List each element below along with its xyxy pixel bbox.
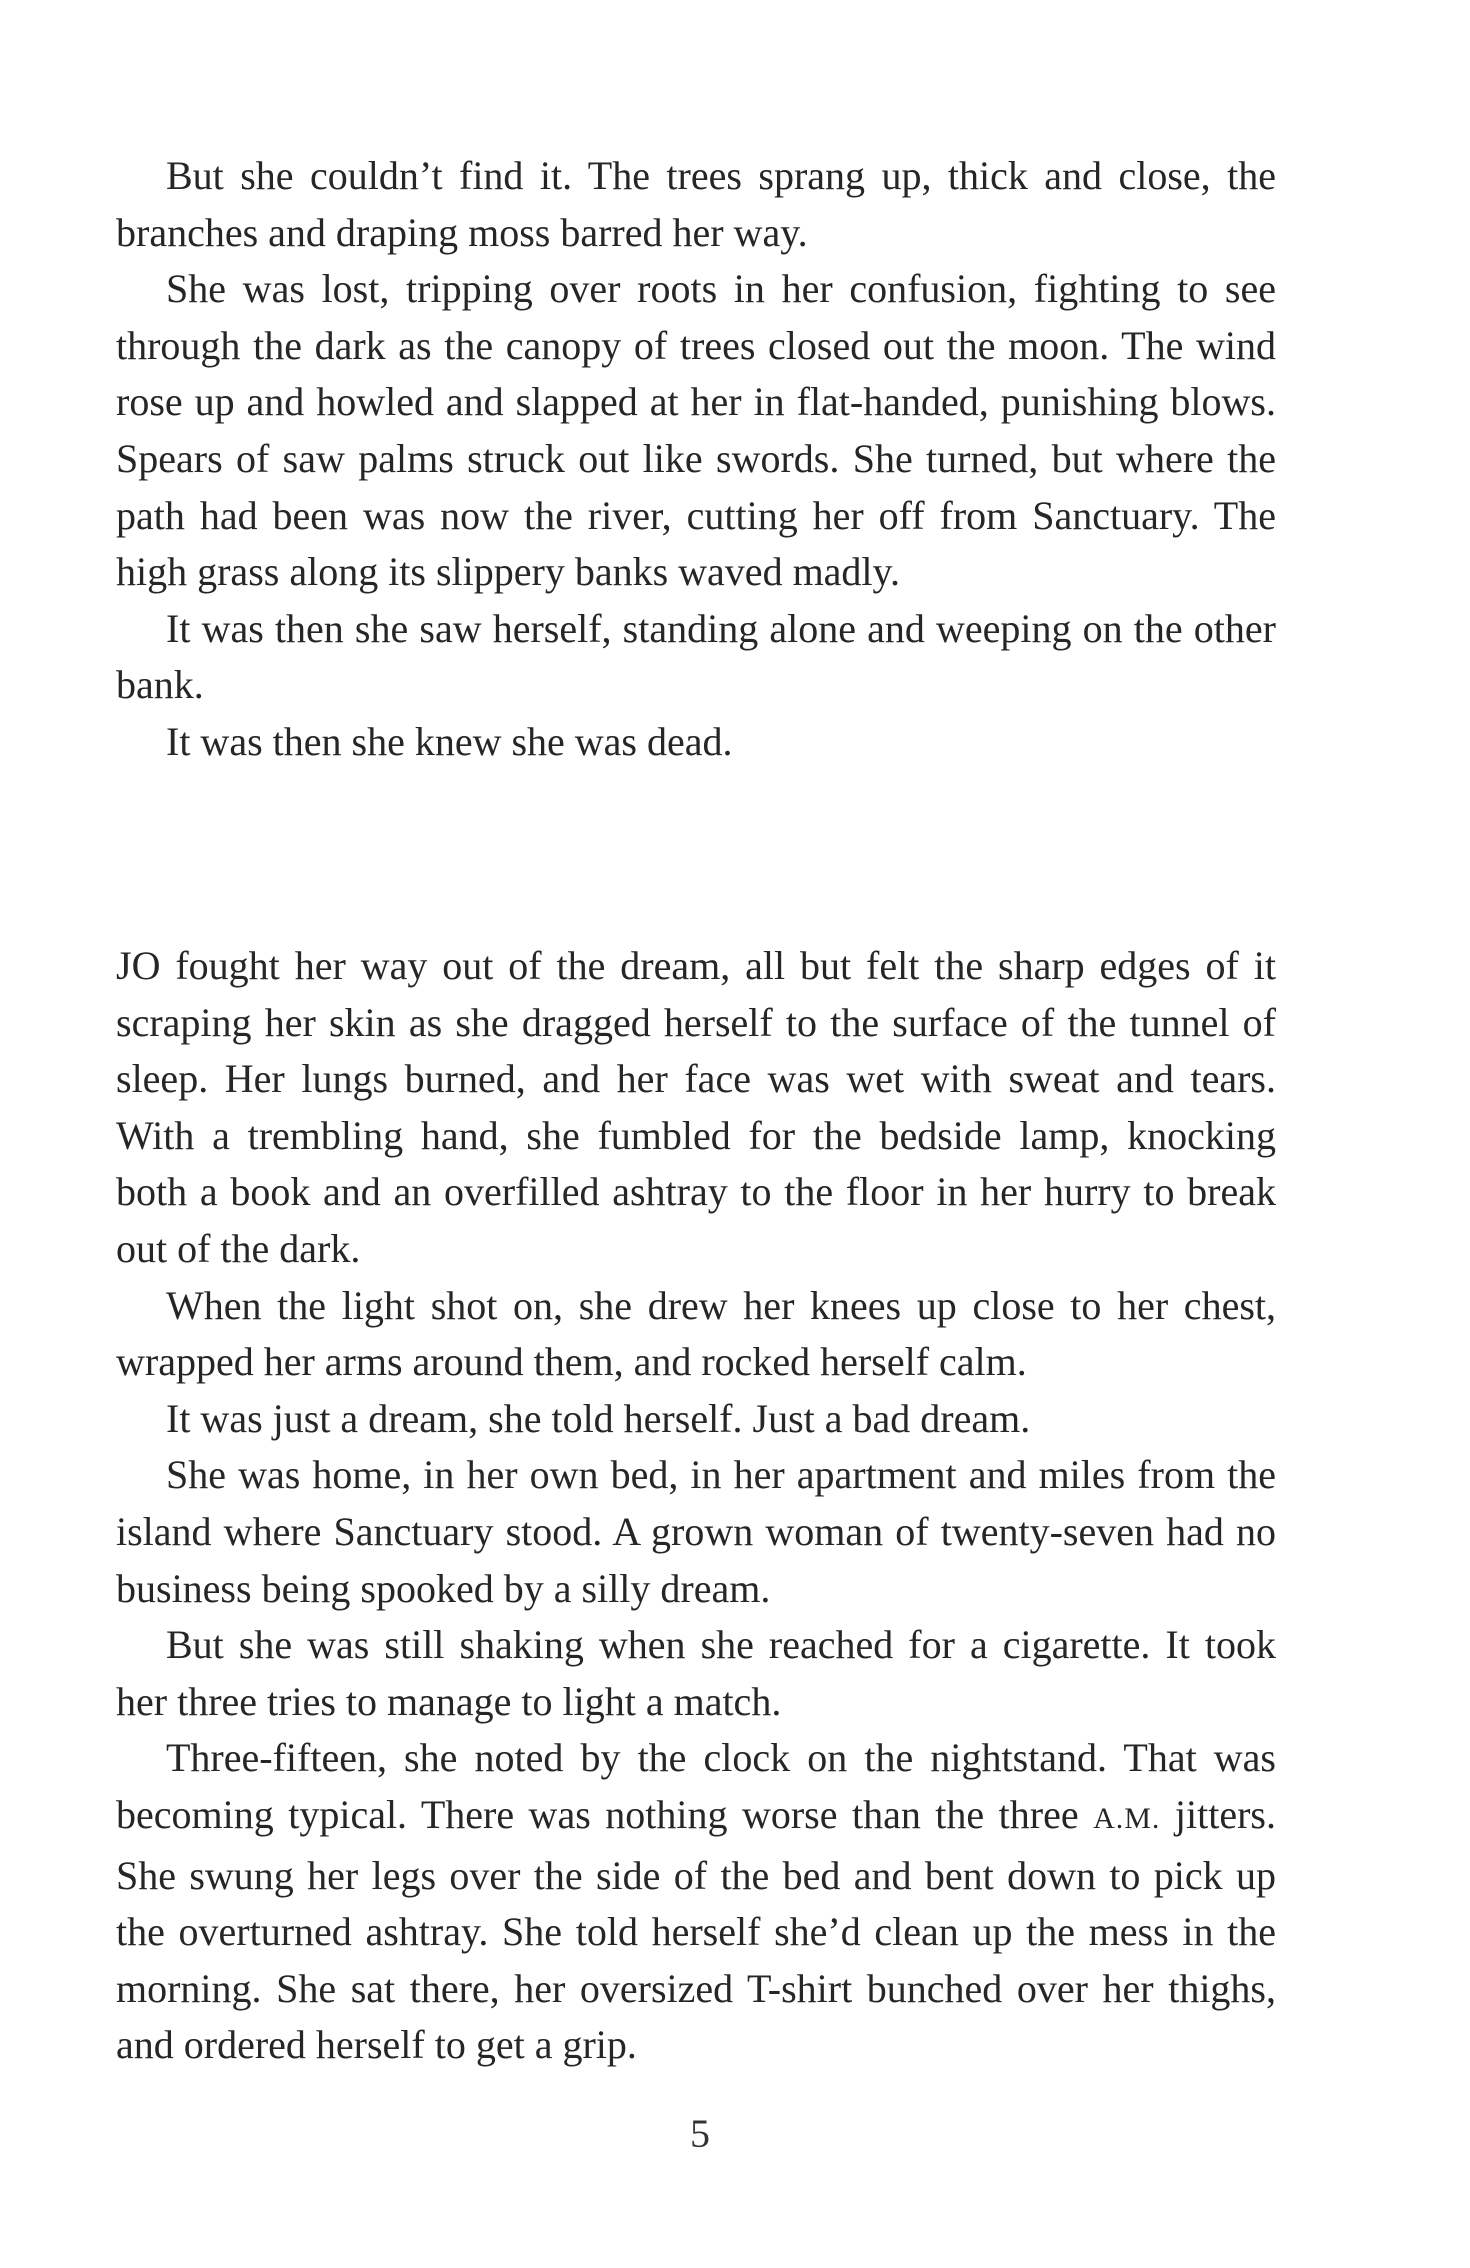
paragraph: When the light shot on, she drew her knees up close to her chest, wrapped her arms around them, and rocked herself calm. xyxy=(116,1282,1276,1385)
section-one xyxy=(116,148,1276,771)
paragraph: But she couldn’t find it. The trees sprang up, thick and close, the branches and draping moss barred her way. xyxy=(116,153,1276,255)
paragraph-text: Three-fifteen, she noted by the clock on the nightstand. That was becoming typical. There was nothing worse than the three xyxy=(116,1735,1276,1837)
time-abbreviation: A.M. xyxy=(1093,1801,1161,1835)
paragraph-text: jitters. She swung her legs over the side of the bed and bent down to pick up the overturned ashtray. She told herself she’d clean up the mess in the morning. She sat there, her oversized T-shirt bunched over her thighs, and ordered herself to get a grip. xyxy=(116,1791,1276,2068)
paragraph: It was then she saw herself, standing alone and weeping on the other bank. xyxy=(116,605,1276,708)
paragraph: But she was still shaking when she reached for a cigarette. It took her three tries to manage to light a match. xyxy=(116,1622,1276,1724)
section-two xyxy=(116,938,1276,2074)
paragraph: She was lost, tripping over roots in her confusion, fighting to see through the dark as the canopy of trees closed out the moon. The wind rose up and howled and slapped at her in flat-handed, punishing blows. Spears of saw palms struck out like swords. She turned, but where the path had been was now the river, cutting her off from Sanctuary. The high grass along its slippery banks waved madly. xyxy=(116,266,1276,595)
section-opening-paragraph: JO fought her way out of the dream, all but felt the sharp edges of it scraping her skin as she dragged herself to the surface of the tunnel of sleep. Her lungs burned, and her face was wet with sweat and tears. With a trembling hand, she fumbled for the bedside lamp, knocking both a book and an overfilled ashtray to the floor in her hurry to break out of the dark. xyxy=(116,943,1276,1271)
page-number: 5 xyxy=(690,2111,710,2156)
paragraph: It was just a dream, she told herself. Just a bad dream. xyxy=(166,1395,1031,1441)
paragraph: It was then she knew she was dead. xyxy=(166,718,733,764)
paragraph xyxy=(116,1730,1276,2074)
paragraph: She was home, in her own bed, in her apartment and miles from the island where Sanctuary stood. A grown woman of twenty-seven had no business being spooked by a silly dream. xyxy=(116,1452,1276,1611)
